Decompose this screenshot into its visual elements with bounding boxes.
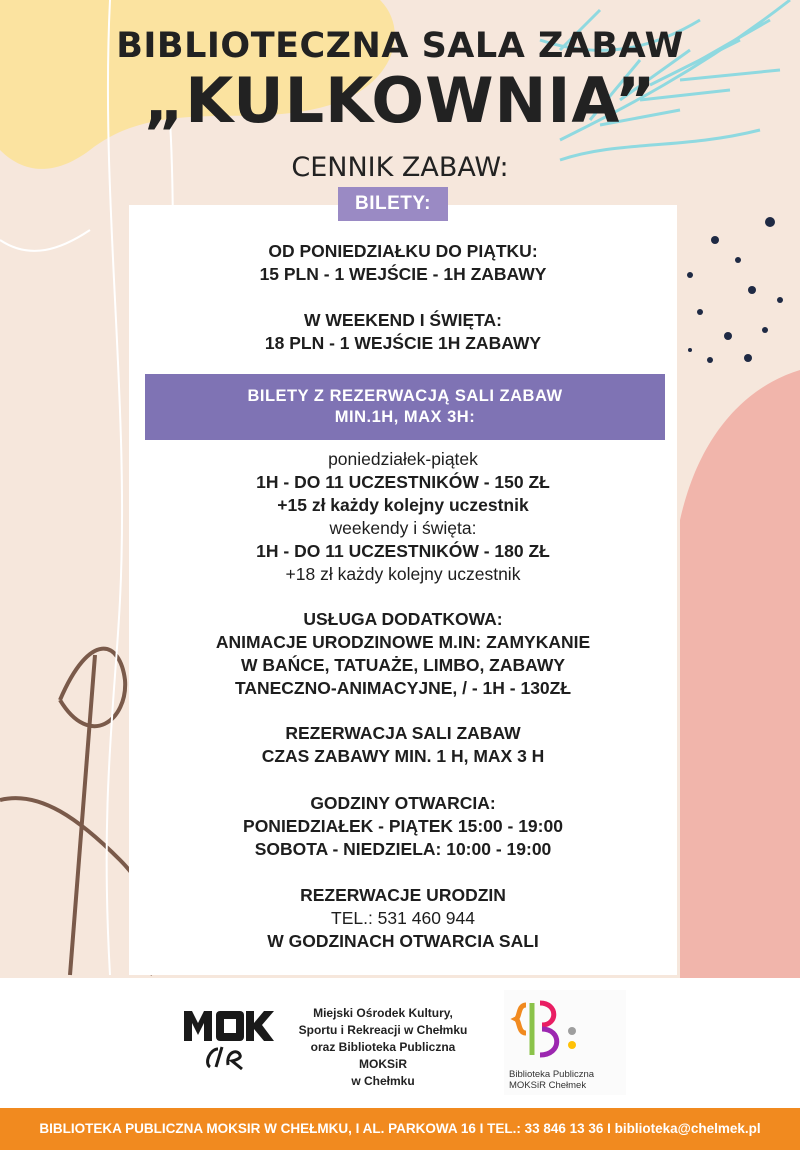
org-line-2: Sportu i Rekreacji w Chełmku — [298, 1023, 468, 1037]
organization-name — [288, 1005, 478, 1090]
tickets-section — [129, 240, 677, 355]
weekend-reservation-price: 1H - DO 11 UCZESTNIKÓW - 180 ZŁ — [256, 541, 550, 561]
tickets-tag: BILETY: — [338, 187, 448, 221]
moksir-logo — [182, 1005, 274, 1073]
opening-hours-heading: GODZINY OTWARCIA: — [310, 793, 496, 813]
room-reservation-line-1: REZERWACJA SALI ZABAW — [285, 723, 521, 743]
extra-service-heading: USŁUGA DODATKOWA: — [303, 609, 503, 629]
price-list-subtitle: CENNIK ZABAW: — [291, 152, 509, 183]
weekday-heading: OD PONIEDZIAŁKU DO PIĄTKU: — [268, 241, 538, 261]
library-logo — [510, 995, 590, 1065]
pink-blob — [680, 370, 800, 978]
library-logo-text — [509, 1069, 629, 1091]
birthday-heading: REZERWACJE URODZIN — [300, 885, 506, 905]
weekend-price: 18 PLN - 1 WEJŚCIE 1H ZABAWY — [264, 333, 542, 353]
org-line-4: w Chełmku — [351, 1074, 415, 1088]
extra-service-line-2: ANIMACJE URODZINOWE M.IN: ZAMYKANIE — [215, 632, 591, 652]
opening-hours-weekday: PONIEDZIAŁEK - PIĄTEK 15:00 - 19:00 — [243, 816, 563, 836]
weekday-label: poniedziałek-piątek — [328, 449, 478, 469]
reservation-band-line-2: MIN.1H, MAX 3H: — [334, 408, 476, 426]
contact-bar: BIBLIOTEKA PUBLICZNA MOKSIR W CHEŁMKU, I AL. PARKOWA 16 I TEL.: 33 846 13 36 I biblioteka@chelmek.pl — [0, 1108, 800, 1150]
extra-service — [129, 608, 677, 700]
reservation-band-line-1: BILETY Z REZERWACJĄ SALI ZABAW — [247, 387, 563, 405]
library-logo-line-2: MOKSiR Chełmek — [509, 1080, 587, 1091]
weekday-reservation-price: 1H - DO 11 UCZESTNIKÓW - 150 ZŁ — [256, 472, 550, 492]
room-reservation — [129, 722, 677, 768]
weekday-extra-participant: +15 zł każdy kolejny uczestnik — [277, 495, 529, 515]
weekend-extra-participant: +18 zł każdy kolejny uczestnik — [285, 564, 521, 584]
title-line-1: BIBLIOTECZNA SALA ZABAW — [116, 26, 684, 66]
weekend-heading: W WEEKEND I ŚWIĘTA: — [304, 310, 502, 330]
birthday-reservations — [129, 884, 677, 953]
title-line-2: „KULKOWNIA” — [143, 64, 657, 137]
library-logo-line-1: Biblioteka Publiczna — [509, 1069, 595, 1080]
birthday-phone: TEL.: 531 460 944 — [331, 908, 475, 928]
opening-hours — [129, 792, 677, 861]
room-reservation-line-2: CZAS ZABAWY MIN. 1 H, MAX 3 H — [261, 746, 545, 766]
weekend-label: weekendy i święta: — [329, 518, 477, 538]
org-line-3: oraz Biblioteka Publiczna MOKSiR — [310, 1040, 456, 1071]
reservation-band — [145, 374, 665, 440]
extra-service-line-4: TANECZNO-ANIMACYJNE, / - 1H - 130ZŁ — [234, 678, 572, 698]
reservation-prices — [129, 448, 677, 586]
weekday-price: 15 PLN - 1 WEJŚCIE - 1H ZABAWY — [259, 264, 547, 284]
birthday-note: W GODZINACH OTWARCIA SALI — [267, 931, 539, 951]
extra-service-line-3: W BAŃCE, TATUAŻE, LIMBO, ZABAWY — [240, 655, 566, 675]
org-line-1: Miejski Ośrodek Kultury, — [313, 1006, 453, 1020]
opening-hours-weekend: SOBOTA - NIEDZIELA: 10:00 - 19:00 — [254, 839, 552, 859]
black-dots — [687, 217, 783, 363]
